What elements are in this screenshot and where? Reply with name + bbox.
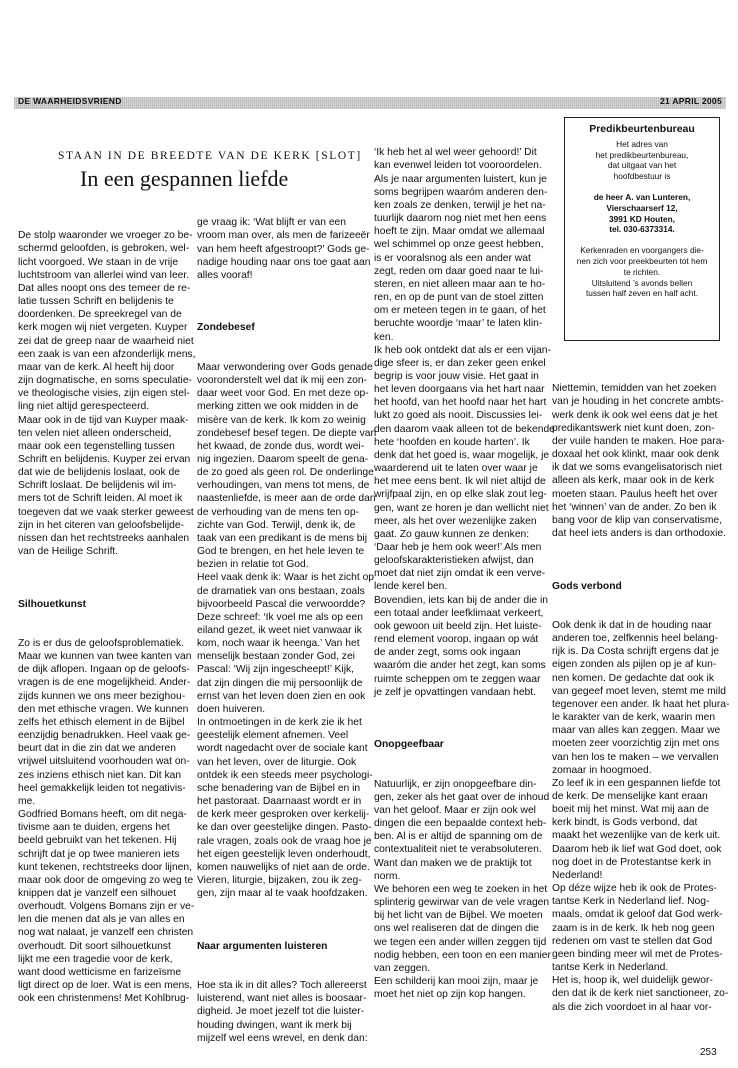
column-1 (18, 203, 195, 1019)
article-title: In een gespannen liefde (80, 166, 289, 191)
heading-silhouetkunst: Silhouetkunst (18, 598, 87, 610)
column-1-body-a: De stolp waaronder we vroeger zo be- schermd geloofden, is gebroken, wel- licht voorgoed. We staan in de vrije luchtstroom van allerlei wind van leer. Dat alles noopt ons des temeer de re- latie tussen Schrift en belijdenis te doordenken. De spreekregel van de kerk mogen wij niet vergeten. Kuyper zei dat de greep naar de waarheid niet een zaak is van een afzonderlijk mens, maar van de kerk. Al heeft hij door zijn dogmatische, en soms speculatie- ve theologische visies, zijn eigen stel- ling niet altijd gerespecteerd. Maar ook in de tijd van Kuyper maak- ten velen niet alleen onderscheid, maar ook een tegenstelling tussen Schrift en belijdenis. Kuyper zei ervan dat wie de belijdenis loslaat, ook de Schrift loslaat. De belijdenis wil im- mers tot de Schrift leiden. Al moet ik toegeven dat we vaak sterker geweest zijn in het citeren van geloofsbelijde- nissen dan het rechtstreeks aanhalen van de Heilige Schrift. (18, 230, 196, 558)
box-address: de heer A. van Lunteren, Vierschaarserf 12, 3991 KD Houten, tel. 030-6373314. (593, 191, 691, 235)
box-title: Predikbeurtenbureau (589, 123, 695, 135)
column-2-body-a: ge vraag ik: ‘Wat blijft er van een vroom man over, als men de farizeeër van hem heeft afgestroopt?’ Gods ge- nadige houding naar ons toe gaat aan alles vooraf! (197, 217, 371, 281)
box-note-contact: Kerkenraden en voorgangers die- nen zich voor preekbeurten tot hem te richten. (576, 245, 708, 277)
box-note-calling-hours: Uitsluitend ’s avonds bellen tussen half zeven en half acht. (585, 277, 699, 299)
publication-name: DE WAARHEIDSVRIEND (18, 96, 122, 106)
column-2-body-c: Hoe sta ik in dit alles? Toch allereerst luisterend, want niet alles is boosaar- digheid. Je moet jezelf tot die luister- houding dwingen, want ik merk bij mijzelf wel eens wrevel, en denk dan: (197, 980, 368, 1044)
column-4 (552, 356, 729, 1027)
column-3-body-b: Natuurlijk, er zijn onopgeefbare din- gen, zeker als het gaat over de inhoud van het geloof. Maar er zijn ook wel dingen die een bepaalde context heb- ben. Al is er altijd de spanning om de contextualiteit niet te verabsoluteren. Want dan maken we de praktijk tot norm. We behoren een weg te zoeken in het splinterig gewirwar van de vele vragen bij het licht van de Bijbel. We moeten ons wel realiseren dat de dingen die we tegen een ander willen zeggen tijd nodig hebben, een toon en een manier van zeggen. Een schilderij kan mooi zijn, maar je moet het niet op zijn kop hangen. (374, 778, 551, 1001)
predikbeurtenbureau-box (564, 117, 720, 341)
column-4-body-b: Ook denk ik dat in de houding naar anderen toe, zelfkennis heel belang- rijk is. Da Costa schrijft ergens dat je eigen zonden als pijlen op je af kun- nen komen. De gedachte dat ook ik van gegeef moet leven, stemt me mild tegenover een ander. Ik haat het plura- le karakter van de kerk, waarin men maar van alles kan zeggen. Maar we moeten zeer voorzichtig zijn met ons van hen los te maken – we vervallen zomaar in hoogmoed. Zo leef ik in een gespannen liefde tot de kerk. De menselijke kant eraan boeit mij het minst. Wat mij aan de kerk bindt, is Gods verbond, dat maakt het wezenlijke van de kerk uit. Daarom heb ik lief wat God doet, ook nog doet in de Protestantse kerk in Nederland! Op déze wijze heb ik ook de Protes- tantse Kerk in Nederland lief. Nog- maals, omdat ik geloof dat God werk- zaam is in de kerk. Ik heb nog geen redenen om vast te stellen dat God geen binding meer wil met de Protes- tantse Kerk in Nederland. Het is, hoop ik, wel duidelijk gewor- den dat ik de kerk niet sanctioneer, zo- als die zich voordoet in al haar vor- (552, 619, 730, 1013)
page-number: 253 (700, 1047, 717, 1058)
article-kicker: STAAN IN DE BREEDTE VAN DE KERK [SLOT] (58, 150, 362, 162)
issue-date: 21 APRIL 2005 (659, 96, 722, 106)
heading-onopgeefbaar: Onopgeefbaar (374, 739, 444, 751)
column-2-body-b: Maar verwondering over Gods genade vooronderstelt wel dat ik mij een zon- daar weet voor God. En met deze op- merking zitten we ook midden in de misère van de kerk. Ik kom zo weinig zondebesef besef tegen. De diepte van het kwaad, de zonde dus, wordt wei- nig ingezien. Daarom speelt de gena- de zo goed als geen rol. De onderlinge verhoudingen, van mens tot mens, de naastenliefde, is meer aan de orde dan de verhouding van de mens ten op- zichte van God. Terwijl, denk ik, de taak van een predikant is de mens bij God te brengen, en het hele leven te bezien in relatie tot God. Heel vaak denk ik: Waar is het zicht op de dramatiek van ons bestaan, zoals bijvoorbeeld Pascal die verwoordde? Deze schreef: ‘Ik voel me als op een eiland gezet, ik weet niet vanwaar ik kom, noch waar ik heenga.’ Van het menselijk bestaan zonder God, zei Pascal: ‘Wij zijn ingescheept!’ Kijk, dat zijn dingen die mij persoonlijk de ernst van het leven doen zien en ook doen huiveren. In ontmoetingen in de kerk zie ik het geestelijk element afnemen. Veel wordt nagedacht over de sociale kant van het leven, over de liturgie. Ook ontdek ik een steeds meer psychologi- sche benadering van de Bijbel en in het pastoraat. Daarnaast wordt er in de kerk meer gesproken over kerkelij- ke dan over geestelijke dingen. Pasto- rale vragen, zoals ook de vraag hoe je het eigen geestelijk leven onderhoudt, komen nauwelijks of niet aan de orde. Vieren, liturgie, bijzaken, zou ik zeg- gen, zijn maar al te vaak hoofdzaken. (197, 361, 377, 900)
heading-zondebesef: Zondebesef (197, 322, 255, 334)
box-intro: Het adres van het predikbeurtenbureau, dat uitgaat van het hoofdbestuur is (595, 138, 689, 182)
column-1-body-b: Zo is er dus de geloofsproblematiek. Maar we kunnen van twee kanten van de dijk aflopen. Ingaan op de geloofs- vragen is de ene mogelijkheid. Ander- zijds kunnen we ons meer bezighou- den met ethische vragen. We kunnen zelfs het ethisch element in de Bijbel eenzijdig benadrukken. Heel vaak ge- beurt dat in die zin dat we anderen vrijwel uitsluitend voorhouden wat on- zes inziens ethisch niet kan. Dit kan heel gemakkelijk leiden tot negativis- me. Godfried Bomans heeft, om dit nega- tivisme aan te duiden, ergens het beeld gebruikt van het tekenen. Hij schrijft dat je op twee manieren iets kunt tekenen, rechtstreeks door lijnen, maar ook door de omgeving zo weg te knippen dat je vanzelf een silhouet overhoudt. Volgens Bomans zijn er ve- len die menen dat als je van alles en nog wat nalaat, je vanzelf een christen overhoudt. Dit soort silhouetkunst lijkt me een tragedie voor de kerk, want dood wetticisme en farizeïsme ligt direct op de loer. Wat is een mens, ook een christenmens! Met Kohlbrug- (18, 638, 195, 1005)
heading-naar-argumenten-luisteren: Naar argumenten luisteren (197, 940, 328, 952)
running-header-bar (14, 97, 726, 109)
column-3 (374, 120, 555, 1014)
column-4-body-a: Niettemin, temidden van het zoeken van je houding in het concrete ambts- werk denk ik ook wel eens dat je het predikantswerk niet kunt doen, zon- der vuile handen te maken. Hoe para- doxaal het ook klinkt, maar ook denk ik dat we soms evangelisatorisch niet alleen als kerk, maar ook in de kerk moeten staan. Paulus heeft het over het ‘winnen’ van de ander. Zo ben ik bang voor de klip van conservatisme, dat heel iets anders is dan orthodoxie. (552, 383, 727, 540)
heading-gods-verbond: Gods verbond (552, 580, 622, 592)
column-3-body-a: ‘Ik heb het al wel weer gehoord!’ Dit kan evenwel leiden tot vooroordelen. Als je naar argumenten luistert, kun je soms begrijpen waaróm anderen den- ken zoals ze denken, terwijl je het na- tuurlijk daarom nog niet met hen eens hoeft te zijn. Maar omdat we allemaal wel schimmel op onze geest hebben, is er vooralsnog als een ander wat zegt, reden om daar goed naar te lui- steren, en niet alleen maar aan te ho- ren, en op de punt van de stoel zitten om er meteen tegen in te gaan, of het beruchte woordje ‘maar’ te laten klin- ken. Ik heb ook ontdekt dat als er een vijan- dige sfeer is, er dan zeker geen enkel begrip is voor jouw visie. Het gaat in het leven doorgaans via het hart naar het hoofd, van het hoofd naar het hart lukt zo goed als nooit. Discussies lei- den daarom vaak alleen tot de bekende hete ‘hoofden en koude harten’. Ik denk dat het goed is, waar mogelijk, je waarderend uit te laten over waar je het mee eens bent. Ik wil niet altijd de wrijfpaal zijn, en op elke slak zout leg- gen, want ze horen je dan wellicht niet meer, als het over wezenlijke zaken gaat. Zo gauw kunnen ze denken: ‘Daar heb je hem ook weer!’ Als men geloofskarakteristieken afwijst, dan moet dat niet zijn omdat ik een verve- lende kerel ben. Bovendien, iets kan bij de ander die in een totaal ander leefklimaat verkeert, ook gewoon uit beeld zijn. Het luiste- rend element voorop, ingaan op wát de ander zegt, soms ook ingaan waaróm die ander het zegt, kan soms ruimte scheppen om te zeggen waar je zelf je opvattingen vandaan hebt. (374, 147, 555, 698)
column-2 (197, 190, 376, 1058)
